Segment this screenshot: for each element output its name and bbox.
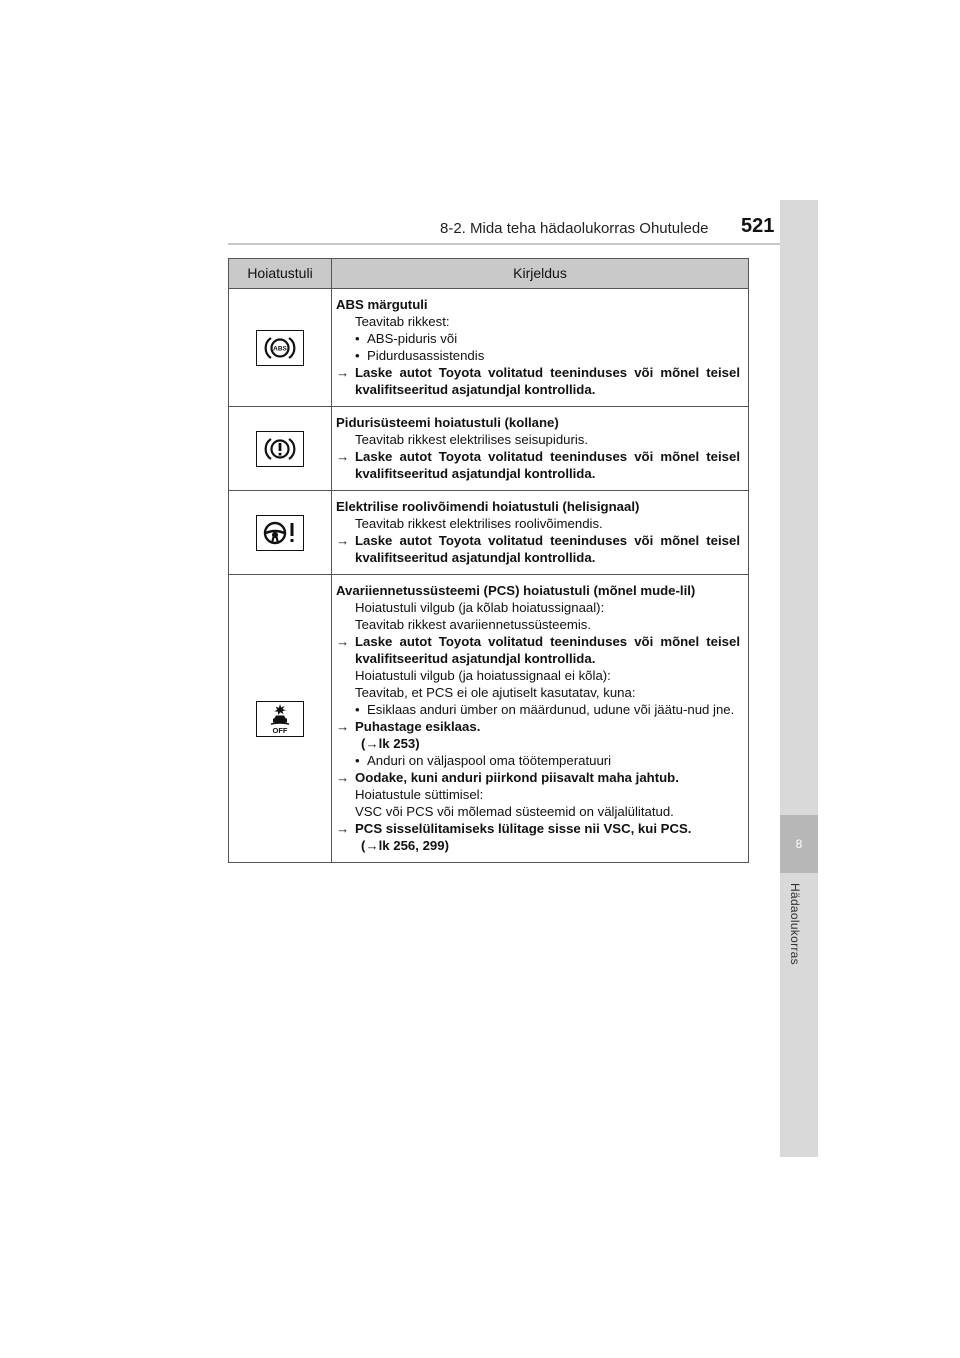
description-text: Teavitab rikkest:	[355, 314, 450, 329]
bullet-item: • Anduri on väljaspool oma töötemperatuuri	[355, 753, 612, 768]
table-row	[229, 575, 749, 863]
table-header-row	[229, 259, 749, 289]
action-text: → Laske autot Toyota volitatud teeninduses või mõnel teisel kvalifitseeritud asjatundjal kontrollida.	[336, 634, 740, 666]
icon-cell	[229, 491, 332, 575]
action-text: → Oodake, kuni anduri piirkond piisavalt maha jahtub.	[336, 770, 679, 785]
arrow-icon: →	[336, 821, 350, 836]
parking-brake-warning-icon	[256, 431, 304, 467]
column-header-icon: Hoiatustuli	[229, 259, 332, 289]
page-reference: (→lk 253)	[361, 736, 420, 751]
table-row	[229, 289, 749, 407]
arrow-icon: →	[336, 533, 350, 548]
description-cell	[332, 289, 749, 407]
icon-cell	[229, 407, 332, 491]
page-reference: (→lk 256, 299)	[361, 838, 449, 853]
page-number: 521	[741, 215, 775, 237]
side-tab-number: 8	[780, 815, 818, 873]
arrow-icon: →	[365, 838, 379, 853]
header-divider	[228, 243, 818, 245]
pcs-warning-icon	[256, 701, 304, 737]
warning-title: ABS märgutuli	[336, 297, 428, 312]
action-text: → Laske autot Toyota volitatud teeninduses või mõnel teisel kvalifitseeritud asjatundjal kontrollida.	[336, 533, 740, 565]
warning-title: Avariiennetussüsteemi (PCS) hoiatustuli (mõnel mude-lil)	[336, 583, 696, 598]
description-text: VSC või PCS või mõlemad süsteemid on väljalülitatud.	[355, 804, 674, 819]
action-text: → Puhastage esiklaas.	[336, 719, 481, 734]
description-text: Teavitab rikkest avariiennetussüsteemis.	[355, 617, 592, 632]
bullet-item: • Pidurdusassistendis	[355, 348, 485, 363]
description-text: Hoiatustuli vilgub (ja kõlab hoiatussignaal):	[355, 600, 605, 615]
description-text: Teavitab, et PCS ei ole ajutiselt kasutatav, kuna:	[355, 685, 636, 700]
svg-text:OFF: OFF	[272, 725, 288, 735]
bullet-item: • Esiklaas anduri ümber on määrdunud, udune või jäätu-nud jne.	[355, 702, 735, 717]
arrow-icon: →	[365, 736, 379, 751]
warning-title: Pidurisüsteemi hoiatustuli (kollane)	[336, 415, 559, 430]
side-tab-label: Hädaolukorras	[788, 883, 802, 965]
bullet-icon: •	[355, 348, 360, 363]
warning-lights-table	[228, 258, 749, 863]
icon-cell	[229, 289, 332, 407]
description-text: Hoiatustuli vilgub (ja hoiatussignaal ei kõla):	[355, 668, 611, 683]
arrow-icon: →	[336, 634, 350, 649]
description-text: Teavitab rikkest elektrilises roolivõimendis.	[355, 516, 603, 531]
arrow-icon: →	[336, 719, 350, 734]
warning-title: Elektrilise roolivõimendi hoiatustuli (helisignaal)	[336, 499, 640, 514]
icon-cell	[229, 575, 332, 863]
column-header-description: Kirjeldus	[332, 259, 749, 289]
header-section-title: 8-2. Mida teha hädaolukorras Ohutulede	[440, 220, 709, 237]
action-text: → PCS sisselülitamiseks lülitage sisse nii VSC, kui PCS.	[336, 821, 692, 836]
side-tab	[780, 200, 818, 1157]
description-text: Hoiatustule süttimisel:	[355, 787, 484, 802]
abs-warning-icon	[256, 330, 304, 366]
description-text: Teavitab rikkest elektrilises seisupiduris.	[355, 432, 589, 447]
bullet-icon: •	[355, 753, 360, 768]
arrow-icon: →	[336, 365, 350, 380]
description-cell	[332, 491, 749, 575]
action-text: → Laske autot Toyota volitatud teeninduses või mõnel teisel kvalifitseeritud asjatundjal kontrollida.	[336, 365, 740, 397]
power-steering-warning-icon	[256, 515, 304, 551]
bullet-icon: •	[355, 331, 360, 346]
arrow-icon: →	[336, 770, 350, 785]
svg-text:ABS: ABS	[273, 345, 287, 353]
action-text: → Laske autot Toyota volitatud teeninduses või mõnel teisel kvalifitseeritud asjatundjal kontrollida.	[336, 449, 740, 481]
bullet-item: • ABS-piduris või	[355, 331, 458, 346]
table-row	[229, 407, 749, 491]
table-row	[229, 491, 749, 575]
description-cell	[332, 575, 749, 863]
bullet-icon: •	[355, 702, 360, 717]
arrow-icon: →	[336, 449, 350, 464]
description-cell	[332, 407, 749, 491]
